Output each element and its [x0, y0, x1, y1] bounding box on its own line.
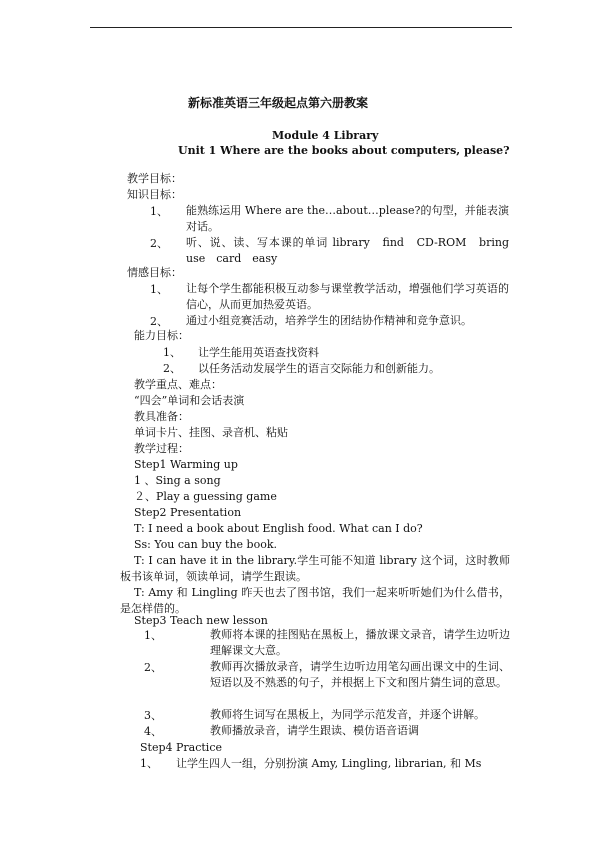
knowledge-item-2-text: 听、说、读、写本课的单词 library find CD-ROM bring use card easy	[186, 236, 520, 265]
key-points-heading: 教学重点、难点：	[134, 378, 222, 391]
emotion-item-1-num: 1、	[150, 283, 168, 296]
aids-text: 单词卡片、挂图、录音机、粘贴	[134, 426, 288, 439]
step2-line-2: Ss: You can buy the book.	[134, 538, 277, 551]
step2-title: Step2 Presentation	[134, 506, 242, 519]
unit-title: Unit 1 Where are the books about computers, please?	[178, 144, 510, 157]
module-title: Module 4 Library	[272, 129, 379, 142]
aids-heading: 教具准备：	[134, 410, 189, 423]
step4-item-1-num: 1、	[140, 757, 158, 770]
step3-item-1-text: 教师将本课的挂图贴在黑板上，播放课文录音，请学生边听边理解课文大意。	[210, 628, 510, 657]
knowledge-item-1-text: 能熟练运用 Where are the…about…please?的句型，并能表演对话。	[186, 204, 509, 233]
teaching-goals-heading: 教学目标：	[127, 172, 182, 185]
ability-item-1-text: 让学生能用英语查找资料	[198, 346, 319, 359]
knowledge-item-1-num: 1、	[150, 205, 168, 218]
doc-title: 新标准英语三年级起点第六册教案	[188, 96, 369, 110]
step2-line-3: T: I can have it in the library.学生可能不知道 library 这个词，这时教师板书该单词，领读单词，请学生跟读。	[120, 554, 510, 583]
header-rule	[90, 27, 512, 28]
step1-item-2: ２、Play a guessing game	[134, 490, 277, 503]
step3-title: Step3 Teach new lesson	[134, 614, 268, 627]
step3-item-3-num: 3、	[144, 709, 162, 722]
step1-item-1: 1 、Sing a song	[134, 474, 221, 487]
key-points-text: “四会”单词和会话表演	[134, 394, 245, 407]
ability-item-1-num: 1、	[163, 346, 181, 359]
ability-item-2-num: 2、	[163, 362, 181, 375]
emotion-goals-heading: 情感目标：	[127, 266, 182, 279]
emotion-item-2-num: 2、	[150, 315, 168, 328]
step2-line-1: T: I need a book about English food. What can I do?	[134, 522, 423, 535]
emotion-item-2-text: 通过小组竞赛活动，培养学生的团结协作精神和竞争意识。	[186, 314, 472, 327]
step3-item-1-num: 1、	[144, 629, 162, 642]
knowledge-item-2-num: 2、	[150, 237, 168, 250]
ability-item-2-text: 以任务活动发展学生的语言交际能力和创新能力。	[198, 362, 440, 375]
step2-line-4: T: Amy 和 Lingling 昨天也去了图书馆，我们一起来听听她们为什么借书，是怎样借的。	[120, 586, 510, 615]
step1-title: Step1 Warming up	[134, 458, 238, 471]
step3-item-4-text: 教师播放录音，请学生跟读、模仿语音语调	[210, 724, 419, 737]
ability-goals-heading: 能力目标：	[134, 329, 189, 342]
step3-item-3-text: 教师将生词写在黑板上，为同学示范发音，并逐个讲解。	[210, 708, 485, 721]
step4-item-1-text: 让学生四人一组，分别扮演 Amy, Lingling, librarian, 和 Ms	[176, 757, 482, 770]
process-heading: 教学过程：	[134, 442, 189, 455]
knowledge-goals-heading: 知识目标：	[127, 188, 182, 201]
emotion-item-1-text: 让每个学生都能积极互动参与课堂教学活动，增强他们学习英语的信心，从而更加热爱英语。	[186, 282, 509, 311]
step4-title: Step4 Practice	[140, 741, 222, 754]
step3-item-4-num: 4、	[144, 725, 162, 738]
step3-item-2-text: 教师再次播放录音，请学生边听边用笔勾画出课文中的生词、短语以及不熟悉的句子，并根据上下文和图片猜生词的意思。	[210, 660, 510, 689]
step3-item-2-num: 2、	[144, 661, 162, 674]
